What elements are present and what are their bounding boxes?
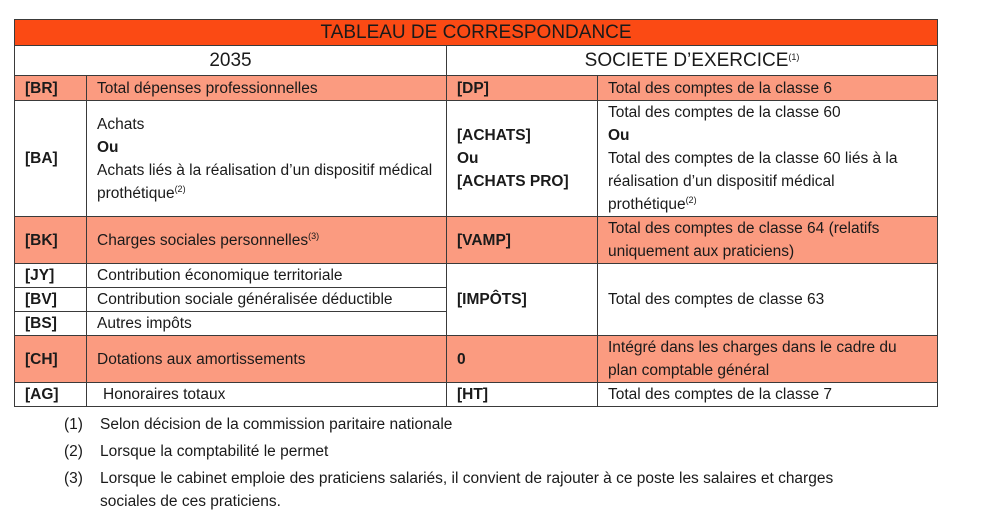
code-2035: [AG] xyxy=(15,383,87,407)
label-or: Ou xyxy=(608,127,630,144)
label-text: Achats liés à la réalisation d’un dispositif médical prothétique xyxy=(97,161,433,202)
label-societe: Total des comptes de classe 64 (relatifs uniquement aux praticiens) xyxy=(598,217,938,264)
label-2035: Contribution sociale généralisée déductible xyxy=(87,288,447,312)
table-row xyxy=(15,101,938,217)
table-row xyxy=(15,264,938,288)
code-societe xyxy=(447,101,598,217)
table-row xyxy=(15,217,938,264)
label-societe xyxy=(598,101,938,217)
header-2035: 2035 xyxy=(15,46,447,76)
label-2035: Contribution économique territoriale xyxy=(87,264,447,288)
label-societe: Total des comptes de la classe 7 xyxy=(598,383,938,407)
table-row xyxy=(15,76,938,101)
code-2035: [BA] xyxy=(15,101,87,217)
code-2035: [CH] xyxy=(15,336,87,383)
footnote-ref: (2) xyxy=(685,195,697,205)
code-line: [ACHATS PRO] xyxy=(457,173,569,190)
footnote xyxy=(64,413,860,436)
code-societe: [VAMP] xyxy=(447,217,598,264)
label-line xyxy=(608,147,927,216)
footnote xyxy=(64,467,860,513)
correspondence-table xyxy=(14,19,938,407)
header-societe-label: SOCIETE D’EXERCICE xyxy=(584,50,789,71)
header-societe xyxy=(447,46,938,76)
code-line: [ACHATS] xyxy=(457,127,531,144)
code-2035: [BV] xyxy=(15,288,87,312)
table-row xyxy=(15,383,938,407)
code-2035: [JY] xyxy=(15,264,87,288)
code-societe: [IMPÔTS] xyxy=(447,264,598,336)
code-2035: [BS] xyxy=(15,312,87,336)
label-text: Total des comptes de la classe 60 liés à la réalisation d’un dispositif médical prothétique xyxy=(608,150,898,213)
footnote-text: Lorsque le cabinet emploie des praticiens salariés, il convient de rajouter à ce poste les salaires et charges sociales de ces praticiens. xyxy=(100,470,834,510)
label-2035 xyxy=(87,101,447,217)
label-2035: Autres impôts xyxy=(87,312,447,336)
footnote-number: (1) xyxy=(64,416,83,433)
table-header-row xyxy=(15,46,938,76)
label-societe: Total des comptes de classe 63 xyxy=(598,264,938,336)
footnotes xyxy=(64,413,860,517)
footnote-ref: (3) xyxy=(308,230,320,241)
label-line xyxy=(97,159,436,205)
footnote-text: Lorsque la comptabilité le permet xyxy=(100,443,329,460)
table-row xyxy=(15,336,938,383)
label-text: Charges sociales personnelles xyxy=(97,231,309,249)
code-2035: [BR] xyxy=(15,76,87,101)
table-title-row xyxy=(15,20,938,46)
footnote xyxy=(64,440,860,463)
label-2035 xyxy=(87,217,447,264)
label-or: Ou xyxy=(97,138,119,156)
footnote-ref: (2) xyxy=(174,183,186,194)
label-societe: Total des comptes de la classe 6 xyxy=(598,76,938,101)
code-2035: [BK] xyxy=(15,217,87,264)
table-title: TABLEAU DE CORRESPONDANCE xyxy=(15,20,938,46)
label-line: Achats xyxy=(97,115,145,133)
code-societe: [DP] xyxy=(447,76,598,101)
label-2035: Honoraires totaux xyxy=(87,383,447,407)
footnote-number: (3) xyxy=(64,470,83,487)
footnote-ref: (1) xyxy=(788,52,800,62)
footnote-text: Selon décision de la commission paritaire nationale xyxy=(100,416,453,433)
code-or: Ou xyxy=(457,150,479,167)
label-line: Total des comptes de la classe 60 xyxy=(608,104,841,121)
footnote-number: (2) xyxy=(64,443,83,460)
code-societe: [HT] xyxy=(447,383,598,407)
label-2035: Total dépenses professionnelles xyxy=(87,76,447,101)
code-societe: 0 xyxy=(447,336,598,383)
label-societe: Intégré dans les charges dans le cadre du plan comptable général xyxy=(598,336,938,383)
label-2035: Dotations aux amortissements xyxy=(87,336,447,383)
